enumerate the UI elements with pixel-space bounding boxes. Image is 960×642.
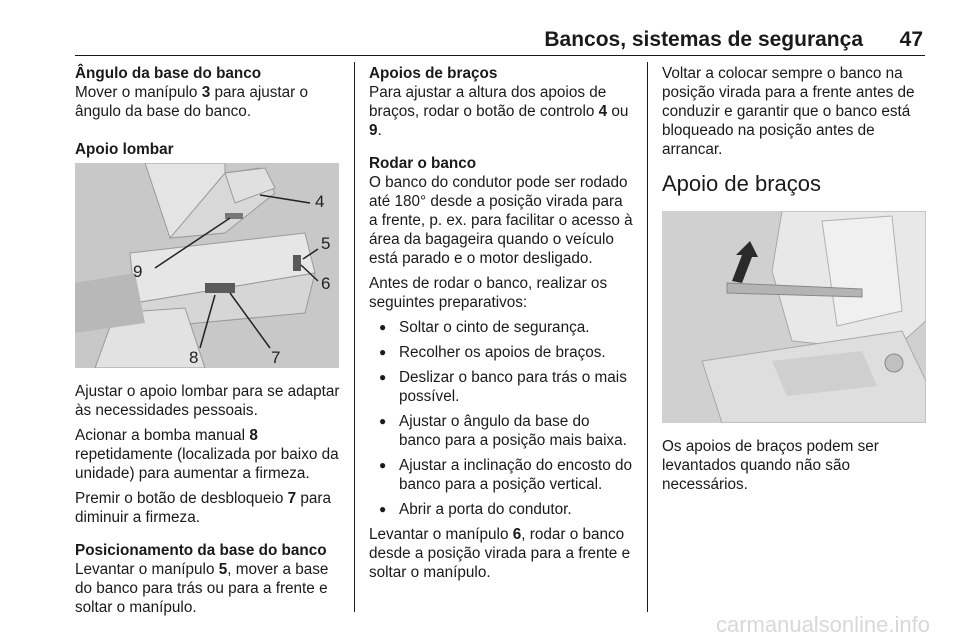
column-divider-1 bbox=[354, 62, 355, 612]
armrest-figure bbox=[662, 211, 926, 423]
heading-seat-base-position: Posicionamento da base do banco bbox=[75, 542, 327, 559]
list-item: ● Recolher os apoios de braços. bbox=[369, 343, 633, 362]
paragraph-lumbar-release: Premir o botão de desbloqueio 7 para diminuir a firmeza. bbox=[75, 490, 331, 526]
column-1 bbox=[75, 64, 340, 623]
paragraph-armrests-raise: Os apoios de braços podem ser levantados quando não são necessários. bbox=[662, 438, 879, 493]
section-title-armrests: Apoio de braços bbox=[662, 171, 821, 196]
page-header bbox=[75, 22, 925, 52]
paragraph-armrests: Para ajustar a altura dos apoios de braços, rodar o botão de controlo 4 ou 9. bbox=[369, 84, 629, 139]
header-rule bbox=[75, 55, 925, 56]
page-title: Bancos, sistemas de segurança bbox=[544, 28, 863, 51]
list-item: ● Soltar o cinto de segurança. bbox=[369, 318, 633, 337]
heading-seat-base-angle: Ângulo da base do banco bbox=[75, 65, 262, 82]
paragraph-rotate-seat: O banco do condutor pode ser rodado até 180° desde a posição virada para a frente, p. ex. para facilitar o acesso à área da bagageira quando o veículo está parado e o motor desligado. bbox=[369, 174, 633, 267]
paragraph-seat-base-angle: Mover o manípulo 3 para ajustar o ângulo da base do banco. bbox=[75, 84, 308, 120]
paragraph-preparations: Antes de rodar o banco, realizar os seguintes preparativos: bbox=[369, 275, 608, 311]
column-3 bbox=[662, 64, 926, 500]
list-item: ● Ajustar o ângulo da base do banco para a posição mais baixa. bbox=[369, 412, 633, 450]
column-divider-2 bbox=[647, 62, 648, 612]
preparation-list bbox=[369, 318, 633, 519]
seat-controls-figure bbox=[75, 163, 339, 368]
figure-label-4: 4 bbox=[315, 192, 325, 211]
column-2 bbox=[369, 64, 633, 588]
watermark: carmanualsonline.info bbox=[715, 612, 930, 637]
paragraph-lumbar-pump: Acionar a bomba manual 8 repetidamente (localizada por baixo da unidade) para aumentar a firmeza. bbox=[75, 427, 339, 482]
heading-lumbar-support: Apoio lombar bbox=[75, 141, 174, 158]
heading-armrests: Apoios de braços bbox=[369, 65, 498, 82]
figure-label-8: 8 bbox=[189, 348, 199, 367]
figure-label-6: 6 bbox=[321, 274, 331, 293]
paragraph-return-seat: Voltar a colocar sempre o banco na posição virada para a frente antes de conduzir e garantir que o banco está bloqueado na posição antes de arrancar. bbox=[662, 65, 915, 158]
heading-rotate-seat: Rodar o banco bbox=[369, 155, 477, 172]
list-item: ● Deslizar o banco para trás o mais possível. bbox=[369, 368, 633, 406]
paragraph-lumbar-adjust: Ajustar o apoio lombar para se adaptar às necessidades pessoais. bbox=[75, 383, 340, 419]
list-item: ● Abrir a porta do condutor. bbox=[369, 500, 633, 519]
figure-label-7: 7 bbox=[271, 348, 281, 367]
list-item: ● Ajustar a inclinação do encosto do banco para a posição vertical. bbox=[369, 456, 633, 494]
figure-label-5: 5 bbox=[321, 234, 331, 253]
figure-label-9: 9 bbox=[133, 262, 143, 281]
page-number: 47 bbox=[899, 28, 923, 51]
paragraph-seat-base-position: Levantar o manípulo 5, mover a base do banco para trás ou para a frente e soltar o manípulo. bbox=[75, 561, 329, 616]
paragraph-rotate-procedure: Levantar o manípulo 6, rodar o banco desde a posição virada para a frente e soltar o manípulo. bbox=[369, 526, 631, 581]
